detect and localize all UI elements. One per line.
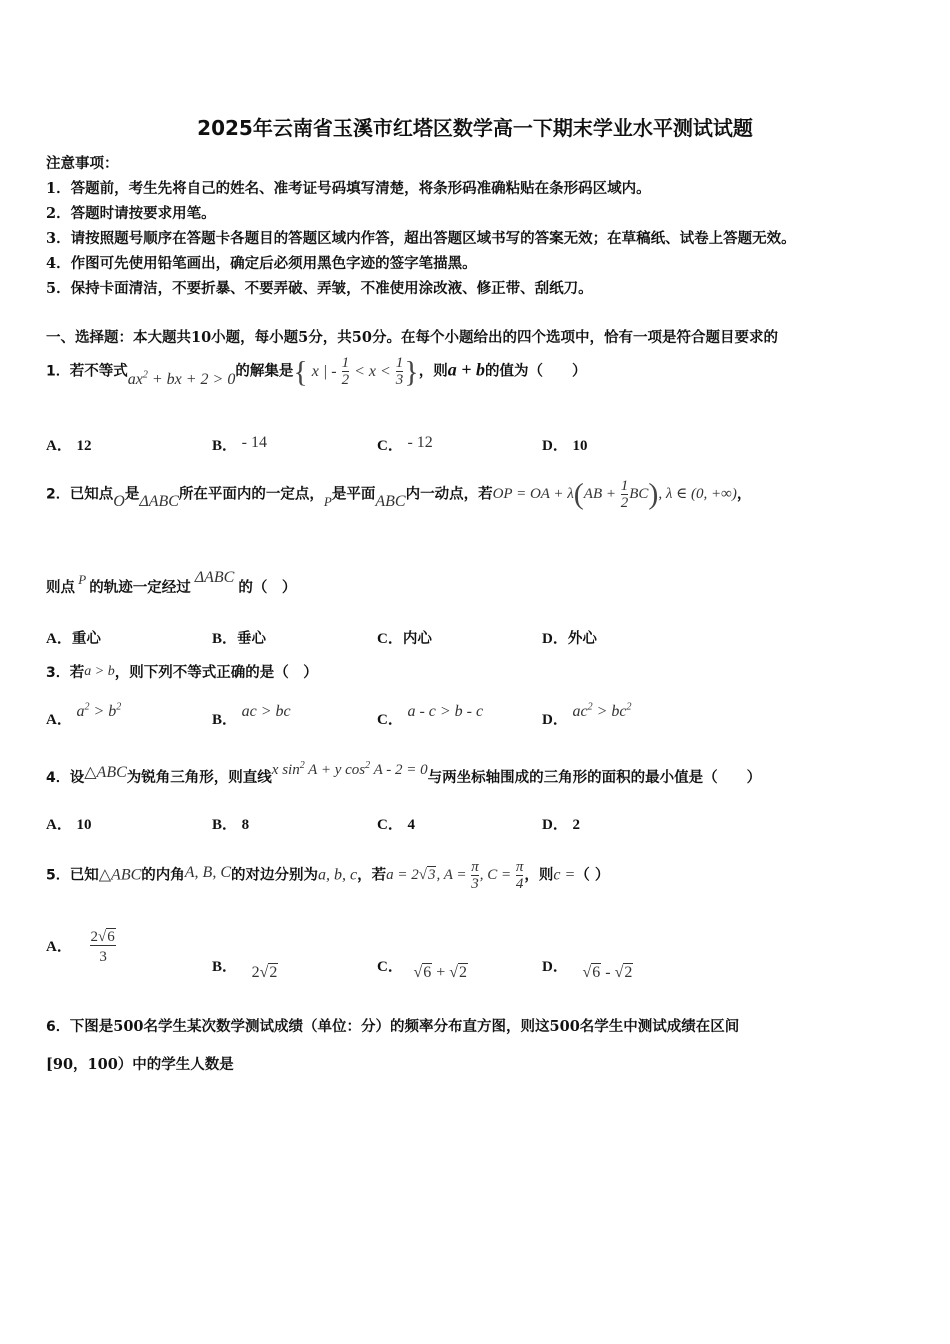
option-formula: ac > bc bbox=[241, 703, 291, 720]
option-label: B． bbox=[212, 817, 238, 833]
option-label: A． bbox=[46, 712, 72, 728]
option-formula: 2√2 bbox=[251, 964, 278, 981]
notice-header: 注意事项： bbox=[46, 155, 119, 172]
option-text: 内心 bbox=[402, 630, 432, 647]
option-label: C． bbox=[377, 959, 403, 975]
notice-item: 4．作图可先使用铅笔画出，确定后必须用黑色字迹的签字笔描黑。 bbox=[46, 255, 477, 272]
question-number: 1． bbox=[46, 363, 70, 380]
question-text: ，若 bbox=[357, 866, 387, 884]
question-text: ，则 bbox=[524, 866, 554, 884]
question-text: 下图是500名学生某次数学测试成绩（单位：分）的频率分布直方图，则这500名学生中测试成绩在区间 bbox=[69, 1018, 740, 1035]
option-text: 垂心 bbox=[237, 630, 267, 647]
point-o: O bbox=[113, 493, 125, 511]
option-text: - 12 bbox=[407, 434, 433, 451]
question-text: 若不等式 bbox=[69, 362, 128, 380]
option-text: 12 bbox=[76, 438, 92, 454]
option-label: B． bbox=[212, 712, 238, 728]
question-number: 2． bbox=[46, 486, 70, 503]
question-text: ，则 bbox=[418, 362, 448, 380]
formula-vector: OP = OA + λ(AB + $\frac{1}{2}$ BC), λ ∈ (0, +∞) bbox=[492, 478, 737, 511]
option-a[interactable] bbox=[46, 930, 117, 965]
question-text: 的值为（ ） bbox=[484, 362, 587, 380]
question-number: 5． bbox=[46, 867, 70, 884]
formula-solution-set: { x | - $\frac{1}{2}$ < x < $\frac{1}{3}$ } bbox=[293, 355, 419, 388]
question-text: 所在平面内的一定点， bbox=[178, 485, 324, 503]
option-formula: √6 - √2 bbox=[582, 964, 633, 981]
option-formula: $ac^2 > bc^2$ bbox=[572, 701, 632, 720]
formula-conditions: a = 2√3, A = $\frac{\pi}{3}$ , C = $\frac{\pi}{4}$ bbox=[386, 859, 524, 892]
option-label: C． bbox=[377, 631, 403, 647]
formula-a-plus-b: a + b bbox=[447, 359, 485, 380]
question-text: 与两坐标轴围成的三角形的面积的最小值是（ ） bbox=[427, 769, 762, 786]
question-number: 4． bbox=[46, 770, 70, 786]
triangle-abc: ΔABC bbox=[190, 569, 239, 586]
question-number: 6． bbox=[46, 1019, 70, 1035]
question-2-line2 bbox=[46, 569, 297, 597]
question-4 bbox=[46, 760, 762, 787]
question-1 bbox=[46, 355, 586, 389]
option-d[interactable] bbox=[542, 813, 580, 834]
notice-item: 2．答题时请按要求用笔。 bbox=[46, 205, 216, 222]
option-text: 10 bbox=[572, 438, 588, 454]
option-b[interactable] bbox=[212, 813, 249, 834]
question-text: 内一动点，若 bbox=[405, 485, 493, 503]
notice-item: 5．保持卡面清洁，不要折暴、不要弄破、弄皱，不准使用涂改液、修正带、刮纸刀。 bbox=[46, 280, 593, 297]
question-6 bbox=[46, 1015, 739, 1036]
option-text: 8 bbox=[241, 817, 250, 833]
option-text: 2 bbox=[572, 817, 580, 833]
option-label: D． bbox=[542, 712, 568, 728]
option-label: A． bbox=[46, 939, 72, 956]
option-d[interactable] bbox=[542, 701, 632, 729]
option-label: C． bbox=[377, 817, 403, 833]
option-text: 外心 bbox=[567, 630, 597, 647]
question-text: 设 bbox=[69, 769, 85, 786]
option-d[interactable] bbox=[542, 955, 633, 981]
option-label: B． bbox=[212, 631, 238, 647]
triangle-abc: △ABC bbox=[84, 764, 127, 781]
section-heading: 一、选择题：本大题共10小题，每小题5分，共50分。在每个小题给出的四个选项中，恰有一项是符合题目要求的 bbox=[46, 329, 778, 346]
notice-item: 3．请按照题号顺序在答题卡各题目的答题区域内作答，超出答题区域书写的答案无效；在草稿纸、试卷上答题无效。 bbox=[46, 230, 796, 247]
option-c[interactable] bbox=[377, 955, 468, 981]
point-p: P bbox=[75, 572, 90, 587]
option-formula: $a^2 > b^2$ bbox=[76, 701, 122, 720]
option-label: B． bbox=[212, 438, 238, 454]
option-label: D． bbox=[542, 631, 568, 647]
option-label: A． bbox=[46, 438, 72, 454]
option-formula: √6 + √2 bbox=[413, 964, 468, 981]
question-5 bbox=[46, 860, 609, 892]
question-text: 的（ ） bbox=[238, 579, 297, 596]
angles-abc: A, B, C bbox=[184, 864, 231, 882]
option-a[interactable] bbox=[46, 627, 101, 648]
question-text: ，则下列不等式正确的是（ ） bbox=[114, 664, 318, 681]
option-a[interactable] bbox=[46, 813, 91, 834]
option-label: C． bbox=[377, 712, 403, 728]
question-2 bbox=[46, 478, 751, 512]
option-formula: $\frac{2√6}{3}$ bbox=[90, 929, 115, 965]
question-text: 已知 bbox=[69, 866, 99, 884]
question-3 bbox=[46, 661, 318, 682]
sides-abc: a, b, c bbox=[318, 866, 358, 884]
option-text: 10 bbox=[76, 817, 92, 833]
question-text: 的轨迹一定经过 bbox=[89, 579, 191, 596]
question-6-line2: [90，100）中的学生人数是 bbox=[46, 1056, 234, 1073]
option-b[interactable] bbox=[212, 627, 266, 648]
option-label: D． bbox=[542, 817, 568, 833]
question-text: ， bbox=[736, 485, 752, 503]
option-c[interactable] bbox=[377, 703, 484, 729]
question-text: 的内角 bbox=[141, 866, 185, 884]
option-label: C． bbox=[377, 438, 403, 454]
triangle-abc: ΔABC bbox=[139, 493, 179, 511]
formula-a-gt-b: a > b bbox=[84, 664, 115, 679]
option-label: A． bbox=[46, 817, 72, 833]
notice-item: 1．答题前，考生先将自己的姓名、准考证号码填写清楚，将条形码准确粘贴在条形码区域内。 bbox=[46, 180, 651, 197]
option-b[interactable] bbox=[212, 434, 267, 455]
point-p: P bbox=[323, 494, 332, 510]
page-title: 2025年云南省玉溪市红塔区数学高一下期末学业水平测试试题 bbox=[197, 116, 753, 140]
option-b[interactable] bbox=[212, 703, 291, 729]
formula-c: c = bbox=[553, 866, 576, 884]
question-text: 的解集是 bbox=[235, 362, 294, 380]
option-label: A． bbox=[46, 631, 72, 647]
option-text: 重心 bbox=[71, 630, 101, 647]
plane-abc: ABC bbox=[375, 493, 406, 511]
option-d[interactable] bbox=[542, 627, 597, 648]
question-number: 3． bbox=[46, 665, 70, 681]
option-a[interactable] bbox=[46, 434, 91, 455]
formula-line: x $\sin^2 A + y$ $\cos^2 A - 2 = 0$ bbox=[271, 760, 428, 778]
question-text: 已知点 bbox=[69, 485, 114, 503]
question-text: 若 bbox=[69, 664, 85, 681]
question-text: 是平面 bbox=[331, 485, 376, 503]
option-b[interactable] bbox=[212, 955, 278, 981]
option-a[interactable] bbox=[46, 701, 122, 729]
question-text: 则点 bbox=[46, 579, 75, 596]
option-c[interactable] bbox=[377, 813, 415, 834]
option-c[interactable] bbox=[377, 627, 432, 648]
option-label: D． bbox=[542, 959, 568, 975]
option-text: - 14 bbox=[241, 434, 267, 451]
option-label: D． bbox=[542, 438, 568, 454]
option-formula: a - c > b - c bbox=[407, 703, 484, 720]
option-text: 4 bbox=[407, 817, 415, 833]
formula-inequality: $ax^2$ + bx + 2 > 0 bbox=[127, 369, 236, 388]
question-text: （ ） bbox=[575, 866, 610, 884]
triangle-abc: △ABC bbox=[98, 866, 142, 884]
option-label: B． bbox=[212, 959, 238, 975]
option-d[interactable] bbox=[542, 434, 587, 455]
question-text: 的对边分别为 bbox=[231, 866, 318, 884]
question-text: 为锐角三角形，则直线 bbox=[126, 769, 272, 786]
option-c[interactable] bbox=[377, 434, 433, 455]
question-text: 是 bbox=[124, 485, 140, 503]
